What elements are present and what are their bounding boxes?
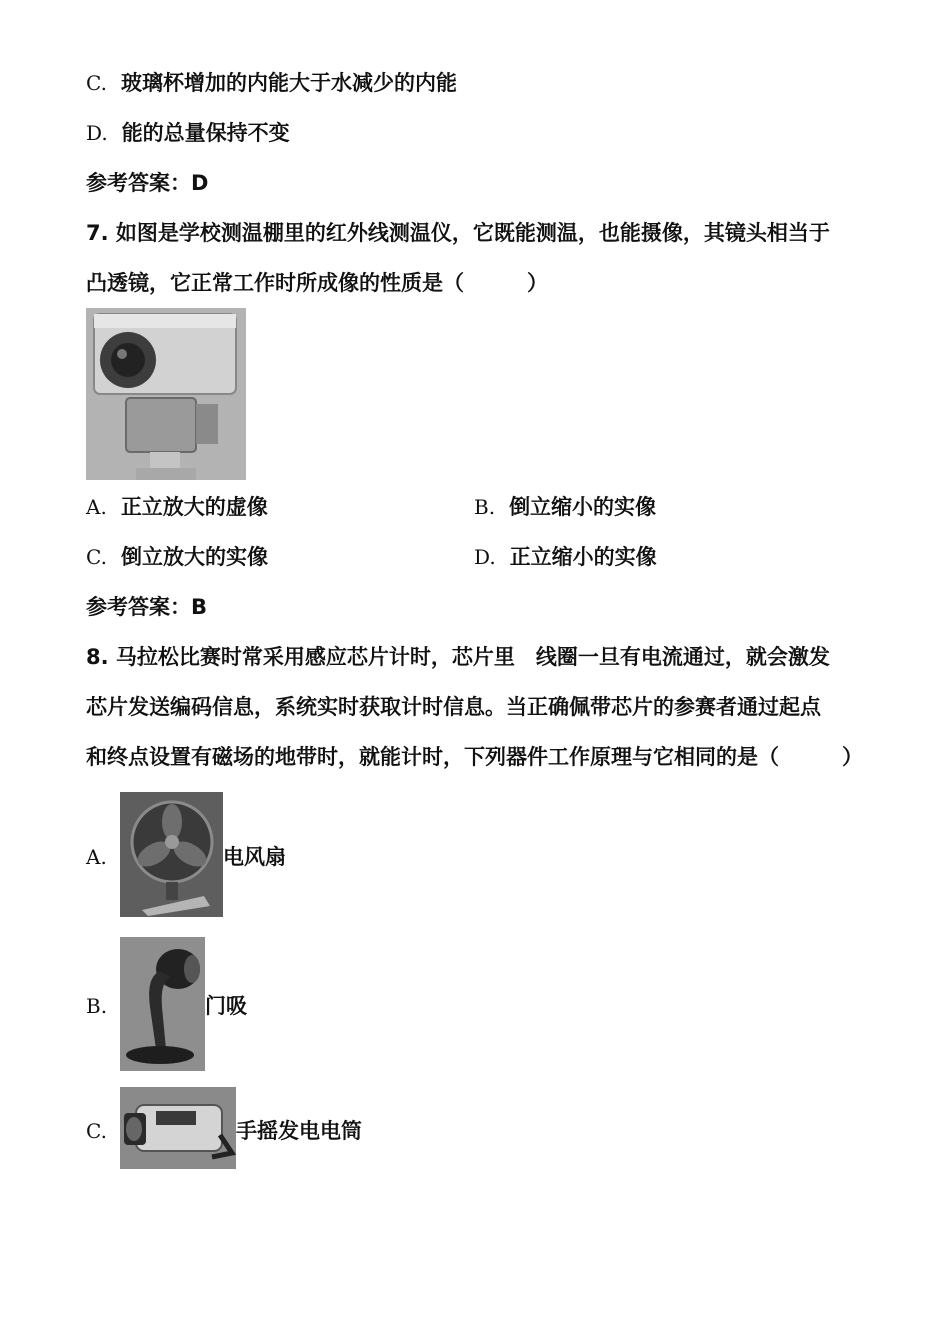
- option-text: 倒立缩小的实像: [509, 495, 657, 519]
- option-label: D.: [86, 121, 108, 145]
- electric-fan-photo: [120, 792, 223, 917]
- q8-stem-line3: 和终点设置有磁场的地带时，就能计时，下列器件工作原理与它相同的是（ ）: [86, 745, 863, 769]
- option-label: C.: [86, 545, 107, 569]
- option-label: C.: [86, 1119, 107, 1143]
- q8-option-b-text: 门吸: [205, 994, 247, 1018]
- q7-answer: 参考答案：B: [86, 595, 208, 619]
- option-label: A.: [86, 845, 107, 869]
- q6-option-c: [86, 68, 457, 98]
- option-label: B.: [86, 994, 108, 1018]
- q8-option-a-text: 电风扇: [223, 845, 286, 869]
- option-text: 能的总量保持不变: [121, 121, 290, 145]
- option-label: B.: [474, 495, 496, 519]
- option-text: 玻璃杯增加的内能大于水减少的内能: [120, 71, 457, 95]
- q8-stem-line1: 8. 马拉松比赛时常采用感应芯片计时，芯片里 线圈一旦有电流通过，就会激发: [86, 645, 830, 669]
- option-label: D.: [474, 545, 496, 569]
- q8-option-c-text: 手摇发电电筒: [236, 1119, 362, 1143]
- option-label: A.: [86, 495, 107, 519]
- thermometer-camera-photo: [86, 308, 246, 480]
- q6-answer: 参考答案：D: [86, 171, 209, 195]
- q7-option-d: [474, 542, 657, 572]
- q7-stem-line1: 7. 如图是学校测温棚里的红外线测温仪，它既能测温，也能摄像，其镜头相当于: [86, 221, 830, 245]
- q7-option-a: [86, 492, 268, 522]
- q8-option-a-label: [86, 842, 107, 872]
- q6-option-d: [86, 118, 290, 148]
- q8-stem-line2: 芯片发送编码信息，系统实时获取计时信息。当正确佩带芯片的参赛者通过起点: [86, 695, 821, 719]
- q8-option-b-label: [86, 991, 107, 1021]
- hand-crank-flashlight-photo: [120, 1087, 236, 1169]
- q8-option-c-label: [86, 1116, 107, 1146]
- q7-option-b: [474, 492, 656, 522]
- option-label: C.: [86, 71, 107, 95]
- option-text: 正立缩小的实像: [509, 545, 657, 569]
- option-text: 正立放大的虚像: [120, 495, 268, 519]
- q7-stem-line2: 凸透镜，它正常工作时所成像的性质是（ ）: [86, 271, 548, 295]
- door-stopper-photo: [120, 937, 205, 1071]
- option-text: 倒立放大的实像: [120, 545, 268, 569]
- q7-option-c: [86, 542, 268, 572]
